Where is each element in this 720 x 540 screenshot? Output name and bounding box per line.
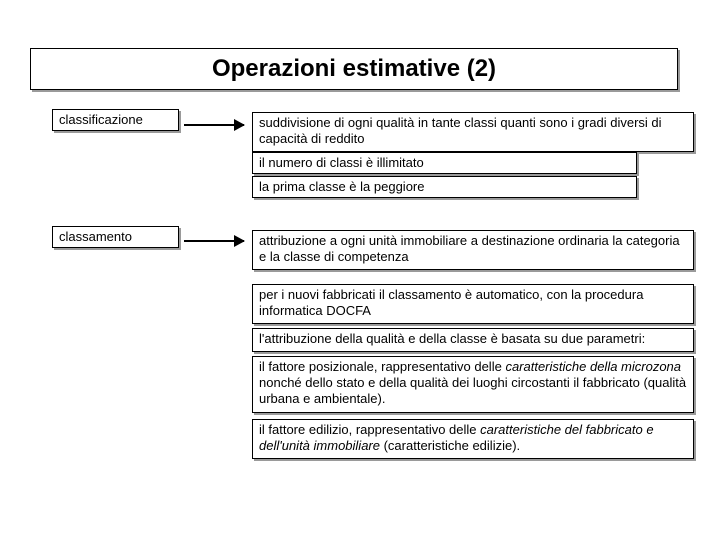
classificazione-label: classificazione (59, 112, 143, 127)
arrow-classificazione (184, 124, 244, 126)
fattore-edilizio-em: caratteristiche del fabbricato e dell'unità immobiliare (259, 422, 654, 453)
fattore-posizionale-suffix: nonché dello stato e della qualità dei luoghi circostanti il fabbricato (qualità urbana e ambientale). (259, 375, 687, 406)
fattore-edilizio-box (252, 419, 694, 459)
classificazione-item-1 (252, 112, 694, 152)
arrow-classamento (184, 240, 244, 242)
classificazione-item-3 (252, 176, 637, 198)
item-text: attribuzione a ogni unità immobiliare a destinazione ordinaria la categoria e la classe di competenza (259, 233, 680, 264)
fattore-edilizio-prefix: il fattore edilizio, rappresentativo delle (259, 422, 481, 437)
fattore-posizionale-box (252, 356, 694, 413)
classamento-item-1 (252, 230, 694, 270)
item-text: suddivisione di ogni qualità in tante classi quanti sono i gradi diversi di capacità di reddito (259, 115, 662, 146)
title-box (30, 48, 678, 90)
page-title: Operazioni estimative (2) (211, 55, 497, 82)
fattore-posizionale-em: caratteristiche della microzona (505, 359, 682, 374)
classificazione-item-2 (252, 152, 637, 174)
classamento-item-2 (252, 284, 694, 324)
item-text: la prima classe è la peggiore (259, 179, 425, 194)
classamento-box (52, 226, 179, 248)
fattore-posizionale-prefix: il fattore posizionale, rappresentativo delle (259, 359, 506, 374)
item-text: per i nuovi fabbricati il classamento è automatico, con la procedura informatica DOCFA (259, 287, 644, 318)
item-text: l'attribuzione della qualità e della classe è basata su due parametri: (259, 331, 646, 346)
fattore-edilizio-suffix: (caratteristiche edilizie). (379, 438, 521, 453)
classificazione-box (52, 109, 179, 131)
classamento-label: classamento (59, 229, 132, 244)
classamento-item-3 (252, 328, 694, 352)
item-text: il numero di classi è illimitato (259, 155, 424, 170)
